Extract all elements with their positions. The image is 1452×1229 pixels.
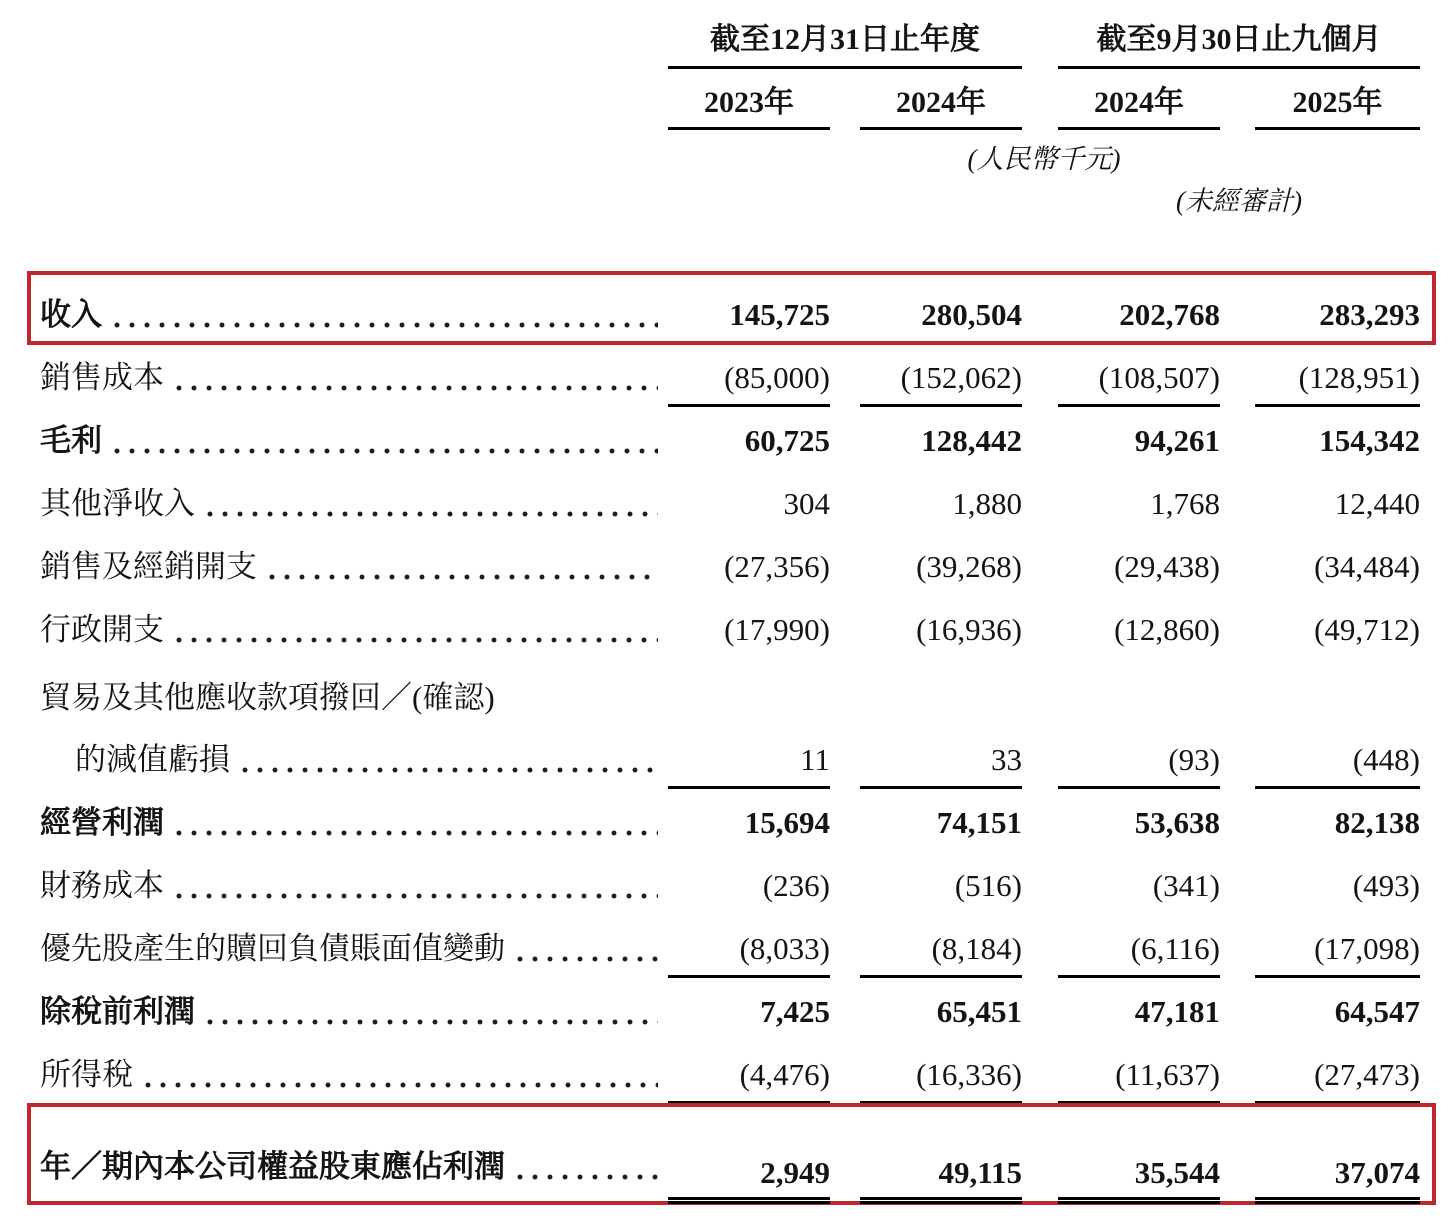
value-cell <box>1022 297 1220 344</box>
value-cell-inner <box>1058 549 1220 596</box>
row-label-cell <box>40 805 668 852</box>
cell-value: 65,451 <box>936 994 1022 1029</box>
table-row <box>40 533 1420 596</box>
cell-value: 15,694 <box>744 805 830 840</box>
value-cell <box>830 931 1022 978</box>
value-cell <box>1022 1057 1220 1104</box>
row-label-cell <box>40 549 668 596</box>
cell-value: 33 <box>991 742 1022 777</box>
value-cell <box>1220 742 1420 789</box>
year-column-header: 2025年 <box>1255 85 1420 130</box>
value-cell <box>668 612 830 659</box>
double-rule <box>1058 1197 1220 1204</box>
table-row <box>40 470 1420 533</box>
cell-value: (8,033) <box>739 931 830 966</box>
value-cell <box>830 360 1022 407</box>
dot-leader <box>517 1174 658 1180</box>
year-column-header: 2024年 <box>1058 85 1220 130</box>
value-cell-inner <box>1058 994 1220 1041</box>
value-cell-inner <box>1255 868 1420 915</box>
value-cell <box>1022 994 1220 1041</box>
cell-value: (17,990) <box>724 612 830 647</box>
cell-value: (12,860) <box>1114 612 1220 647</box>
value-cell <box>830 423 1022 470</box>
value-cell-inner <box>1058 423 1220 470</box>
value-cell-inner <box>1255 931 1420 978</box>
cell-value: (34,484) <box>1314 549 1420 584</box>
row-label: 年／期內本公司權益股東應佔利潤 <box>40 1149 505 1184</box>
row-label-cell <box>40 868 668 915</box>
value-cell-inner <box>668 868 830 915</box>
value-cell <box>1022 549 1220 596</box>
value-cell-inner <box>1255 805 1420 852</box>
table-row <box>40 659 1420 789</box>
cell-value: 280,504 <box>921 297 1022 332</box>
value-cell-inner <box>860 994 1022 1041</box>
value-cell <box>1022 423 1220 470</box>
value-cell <box>668 994 830 1041</box>
value-cell-inner <box>1058 1057 1220 1104</box>
cell-value: (516) <box>954 868 1022 903</box>
row-label: 除稅前利潤 <box>40 994 195 1029</box>
dot-leader <box>269 574 658 580</box>
value-cell-inner <box>668 805 830 852</box>
value-cell-inner <box>668 1155 830 1204</box>
value-cell <box>1220 297 1420 344</box>
double-rule <box>1255 1197 1420 1204</box>
row-label-cell <box>40 931 668 978</box>
value-cell <box>1022 360 1220 407</box>
row-label-line2: 的減值虧損 <box>75 742 230 777</box>
cell-value: 7,425 <box>760 994 830 1029</box>
value-cell <box>830 805 1022 852</box>
value-cell <box>668 486 830 533</box>
year-column-header: 2024年 <box>860 85 1022 130</box>
cell-value: 283,293 <box>1319 297 1420 332</box>
year-header-row <box>40 85 1420 130</box>
value-cell-inner <box>860 486 1022 533</box>
table-row <box>40 978 1420 1041</box>
cell-value: 53,638 <box>1134 805 1220 840</box>
dot-leader <box>176 385 658 391</box>
value-cell-inner <box>860 805 1022 852</box>
dot-leader <box>517 956 658 962</box>
cell-value: 35,544 <box>1134 1155 1220 1190</box>
row-label-line2-wrap <box>40 742 668 789</box>
double-rule <box>860 1197 1022 1204</box>
value-cell-inner <box>668 297 830 344</box>
period-group-header-row <box>40 22 1420 69</box>
cell-value: (448) <box>1352 742 1420 777</box>
cell-value: (11,637) <box>1115 1057 1220 1092</box>
value-cell-inner <box>668 931 830 978</box>
value-cell-inner <box>1058 297 1220 344</box>
value-cell <box>668 423 830 470</box>
dot-leader <box>207 511 658 517</box>
value-cell <box>1220 868 1420 915</box>
table-row <box>40 1041 1420 1104</box>
row-label: 銷售及經銷開支 <box>40 549 257 584</box>
value-cell-inner <box>1255 549 1420 596</box>
cell-value: 60,725 <box>744 423 830 458</box>
row-label: 財務成本 <box>40 868 164 903</box>
cell-value: 304 <box>783 486 830 521</box>
cell-value: 154,342 <box>1319 423 1420 458</box>
cell-value: (49,712) <box>1314 612 1420 647</box>
value-cell-inner <box>1058 931 1220 978</box>
cell-value: (128,951) <box>1298 360 1420 395</box>
row-label-cell <box>40 486 668 533</box>
row-label: 毛利 <box>40 423 102 458</box>
table-row <box>40 1104 1420 1204</box>
value-cell-inner <box>860 742 1022 789</box>
value-cell-inner <box>1255 994 1420 1041</box>
value-cell <box>1022 1155 1220 1204</box>
cell-value: (493) <box>1352 868 1420 903</box>
dot-leader <box>176 893 658 899</box>
row-label: 優先股產生的贖回負債賬面值變動 <box>40 931 505 966</box>
value-cell <box>668 360 830 407</box>
cell-value: 49,115 <box>938 1155 1022 1190</box>
row-label: 收入 <box>40 297 102 332</box>
value-cell-inner <box>1058 1155 1220 1204</box>
value-cell-inner <box>860 549 1022 596</box>
currency-note: (人民幣千元) <box>967 144 1121 174</box>
cell-value: (341) <box>1152 868 1220 903</box>
value-cell-inner <box>1058 805 1220 852</box>
cell-value: 47,181 <box>1134 994 1220 1029</box>
table-row <box>40 596 1420 659</box>
cell-value: 12,440 <box>1334 486 1420 521</box>
value-cell-inner <box>860 1155 1022 1204</box>
period-group-nine-months <box>1058 22 1420 69</box>
row-label-cell <box>40 994 668 1041</box>
unaudited-note: (未經審計) <box>1176 186 1302 216</box>
value-cell-inner <box>1255 1155 1420 1204</box>
value-cell-inner <box>668 1057 830 1104</box>
cell-value: 2,949 <box>760 1155 830 1190</box>
cell-value: (16,336) <box>916 1057 1022 1092</box>
dot-leader <box>176 830 658 836</box>
table-row <box>40 344 1420 407</box>
value-cell <box>668 742 830 789</box>
value-cell <box>1220 1057 1420 1104</box>
double-rule <box>668 1197 830 1204</box>
cell-value: 128,442 <box>921 423 1022 458</box>
value-cell <box>830 742 1022 789</box>
value-cell-inner <box>1255 360 1420 407</box>
cell-value: (85,000) <box>724 360 830 395</box>
cell-value: 64,547 <box>1334 994 1420 1029</box>
value-cell <box>1022 486 1220 533</box>
cell-value: (6,116) <box>1130 931 1220 966</box>
row-label-line1: 貿易及其他應收款項撥回／(確認) <box>40 680 495 715</box>
value-cell <box>1220 994 1420 1041</box>
value-cell-inner <box>668 742 830 789</box>
table-row <box>40 915 1420 978</box>
value-cell-inner <box>1255 486 1420 533</box>
row-label-cell <box>40 1149 668 1204</box>
cell-value: (16,936) <box>916 612 1022 647</box>
row-label-cell <box>40 360 668 407</box>
cell-value: 1,768 <box>1150 486 1220 521</box>
value-cell-inner <box>1255 742 1420 789</box>
row-label: 所得稅 <box>40 1057 133 1092</box>
cell-value: (29,438) <box>1114 549 1220 584</box>
value-cell <box>1022 742 1220 789</box>
value-cell <box>1220 549 1420 596</box>
header-gap <box>1022 22 1058 69</box>
row-label-cell <box>40 612 668 659</box>
value-cell-inner <box>860 612 1022 659</box>
value-cell <box>830 1057 1022 1104</box>
value-cell-inner <box>860 931 1022 978</box>
value-cell-inner <box>1255 1057 1420 1104</box>
dot-leader <box>207 1019 658 1025</box>
value-cell-inner <box>1058 360 1220 407</box>
table-row <box>40 852 1420 915</box>
cell-value: 82,138 <box>1334 805 1420 840</box>
row-label-cell <box>40 423 668 470</box>
value-cell <box>668 1057 830 1104</box>
value-cell <box>1022 805 1220 852</box>
cell-value: 145,725 <box>729 297 830 332</box>
cell-value: (39,268) <box>916 549 1022 584</box>
cell-value: (93) <box>1168 742 1220 777</box>
value-cell <box>830 868 1022 915</box>
cell-value: (8,184) <box>931 931 1022 966</box>
value-cell-inner <box>860 1057 1022 1104</box>
value-cell <box>668 868 830 915</box>
dot-leader <box>114 322 658 328</box>
dot-leader <box>114 448 658 454</box>
value-cell <box>830 549 1022 596</box>
cell-value: (17,098) <box>1314 931 1420 966</box>
cell-value: (152,062) <box>900 360 1022 395</box>
value-cell-inner <box>1058 742 1220 789</box>
value-cell-inner <box>1255 612 1420 659</box>
value-cell <box>830 612 1022 659</box>
cell-value: (27,473) <box>1314 1057 1420 1092</box>
value-cell <box>830 297 1022 344</box>
row-label-cell <box>40 297 668 344</box>
value-cell-inner <box>1058 486 1220 533</box>
row-label-cell <box>40 1057 668 1104</box>
cell-value: 74,151 <box>936 805 1022 840</box>
value-cell-inner <box>668 486 830 533</box>
cell-value: (108,507) <box>1098 360 1220 395</box>
period-group-label: 截至9月30日止九個月 <box>1096 23 1382 56</box>
period-group-year-ended <box>668 22 1022 69</box>
value-cell-inner <box>668 994 830 1041</box>
cell-value: (4,476) <box>739 1057 830 1092</box>
dot-leader <box>176 637 658 643</box>
value-cell <box>1220 805 1420 852</box>
value-cell <box>1220 1155 1420 1204</box>
row-label: 經營利潤 <box>40 805 164 840</box>
dot-leader <box>145 1082 658 1088</box>
value-cell <box>668 297 830 344</box>
dot-leader <box>242 767 658 773</box>
cell-value: 37,074 <box>1334 1155 1420 1190</box>
value-cell-inner <box>860 360 1022 407</box>
value-cell-inner <box>1255 423 1420 470</box>
value-cell-inner <box>1058 868 1220 915</box>
value-cell <box>830 486 1022 533</box>
value-cell <box>1220 612 1420 659</box>
table-row <box>40 789 1420 852</box>
value-cell <box>1220 931 1420 978</box>
value-cell <box>1220 360 1420 407</box>
value-cell-inner <box>860 297 1022 344</box>
value-cell-inner <box>668 423 830 470</box>
value-cell <box>668 1155 830 1204</box>
value-cell <box>1022 612 1220 659</box>
year-column-header: 2023年 <box>668 85 830 130</box>
value-cell <box>668 549 830 596</box>
value-cell <box>1022 868 1220 915</box>
cell-value: 94,261 <box>1134 423 1220 458</box>
cell-value: 1,880 <box>952 486 1022 521</box>
value-cell-inner <box>1255 297 1420 344</box>
table-row <box>40 407 1420 470</box>
table-row <box>40 272 1420 344</box>
value-cell <box>668 805 830 852</box>
table-body <box>40 272 1452 1204</box>
value-cell <box>1220 423 1420 470</box>
period-group-label: 截至12月31日止年度 <box>710 23 980 56</box>
row-label: 銷售成本 <box>40 360 164 395</box>
value-cell-inner <box>1058 612 1220 659</box>
value-cell-inner <box>668 360 830 407</box>
cell-value: (27,356) <box>724 549 830 584</box>
value-cell <box>1022 931 1220 978</box>
value-cell-inner <box>860 423 1022 470</box>
row-label: 其他淨收入 <box>40 486 195 521</box>
cell-value: 11 <box>800 742 830 777</box>
value-cell <box>830 994 1022 1041</box>
row-label-cell <box>40 680 668 789</box>
value-cell <box>668 931 830 978</box>
value-cell-inner <box>860 868 1022 915</box>
row-label: 行政開支 <box>40 612 164 647</box>
value-cell-inner <box>668 549 830 596</box>
cell-value: 202,768 <box>1119 297 1220 332</box>
value-cell <box>1220 486 1420 533</box>
cell-value: (236) <box>762 868 830 903</box>
value-cell <box>830 1155 1022 1204</box>
value-cell-inner <box>668 612 830 659</box>
